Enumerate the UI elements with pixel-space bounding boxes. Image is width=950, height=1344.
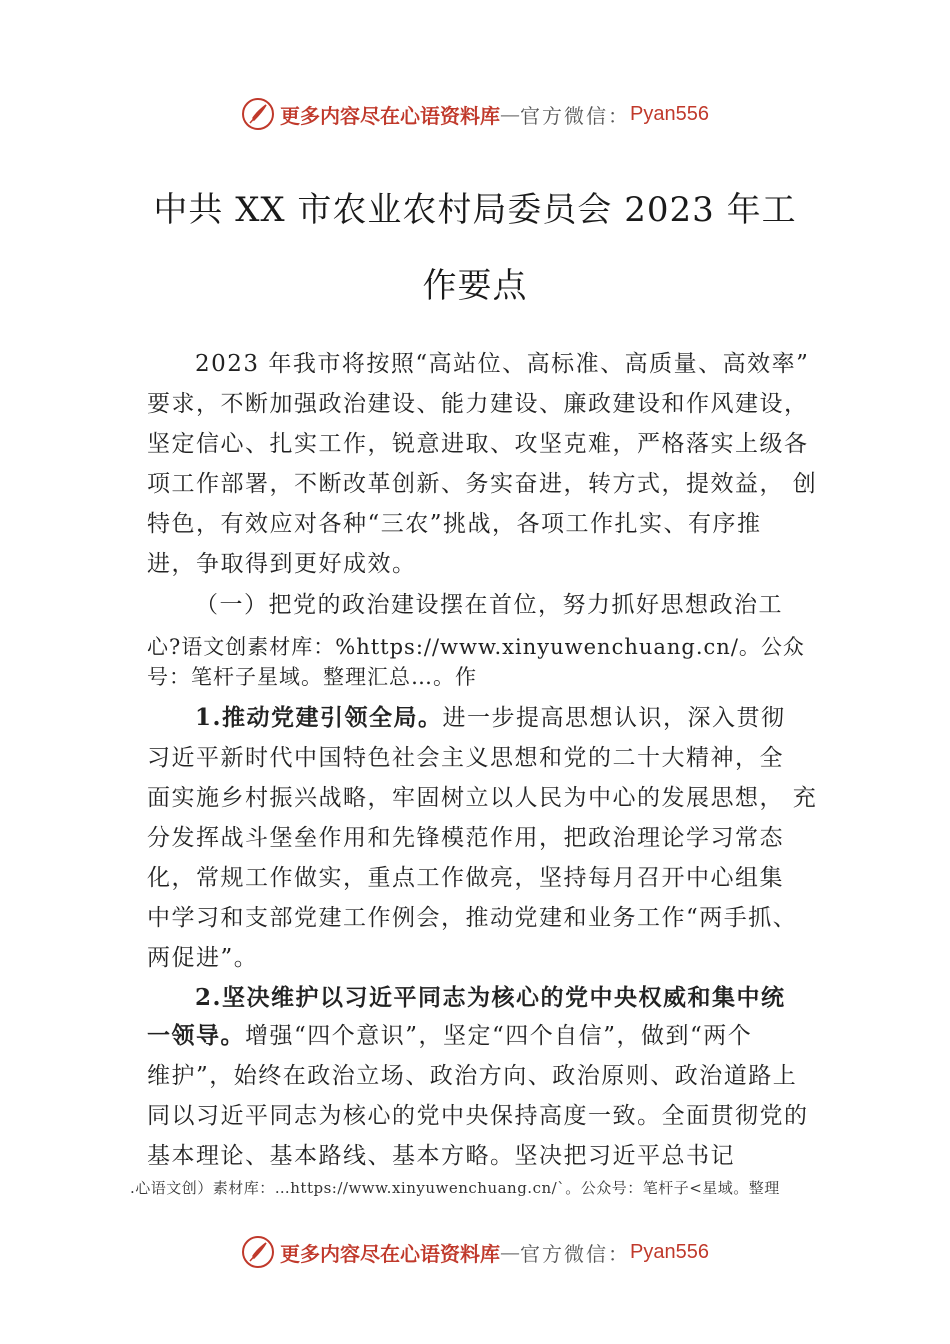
inline-source-note: 心?语文创素材库：%https://www.xinyuwenchuang.cn/。公众 [147, 635, 805, 659]
item-1-line: 分发挥战斗堡垒作用和先锋模范作用，把政治理论学习常态 [147, 825, 784, 851]
banner-brand: 更多内容尽在心语资料库 [280, 103, 500, 128]
banner-dash: — [500, 1240, 520, 1264]
item-2-label-end: 一领导。 [147, 1022, 245, 1049]
item-1-line: 中学习和支部党建工作例会，推动党建和业务工作“两手抓、 [147, 905, 798, 931]
quill-logo-icon [240, 1234, 276, 1270]
banner-brand: 更多内容尽在心语资料库 [280, 1241, 500, 1266]
item-1-line: 习近平新时代中国特色社会主义思想和党的二十大精神，全 [147, 745, 784, 771]
title-line-1: 中共 XX 市农业农村局委员会 2023 年工 [153, 190, 797, 230]
item-1-line: 两促进”。 [147, 945, 259, 971]
footer-source-note: .心语文创）素材库：…https://www.xinyuwenchuang.cn/`。公众号：笔杆子<星域。整理 [130, 1179, 780, 1197]
item-2-label-line: 2.坚决维护以习近平同志为核心的党中央权威和集中统 [195, 984, 786, 1011]
banner-handle: Pyan556 [630, 1240, 709, 1263]
inline-source-note: 号：笔杆子星域。整理汇总…。作 [147, 665, 477, 689]
item-1-first-line [195, 703, 786, 733]
item-2-line: 同以习近平同志为核心的党中央保持高度一致。全面贯彻党的 [147, 1103, 809, 1129]
banner-official: 官方微信： [520, 1241, 630, 1266]
footer-banner [240, 1232, 709, 1272]
item-2-line: 维护”，始终在政治立场、政治方向、政治原则、政治道路上 [147, 1063, 798, 1089]
intro-line: 项工作部署，不断改革创新、务实奋进，转方式，提效益， 创 [147, 471, 818, 497]
title-line-2: 作要点 [422, 266, 528, 306]
intro-line: 要求，不断加强政治建设、能力建设、廉政建设和作风建设， [147, 391, 809, 417]
banner-dash: — [500, 102, 520, 126]
intro-line: 特色，有效应对各种“三农”挑战，各项工作扎实、有序推 [147, 511, 762, 537]
item-2-line: 基本理论、基本路线、基本方略。坚决把习近平总书记 [147, 1143, 735, 1169]
item-1-line: 面实施乡村振兴战略，牢固树立以人民为中心的发展思想， 充 [147, 785, 818, 811]
banner-official: 官方微信： [520, 103, 630, 128]
banner-handle: Pyan556 [630, 102, 709, 125]
intro-line: 坚定信心、扎实工作，锐意进取、攻坚克难，严格落实上级各 [147, 431, 809, 457]
quill-logo-icon [240, 96, 276, 132]
item-1-text: 进一步提高思想认识，深入贯彻 [442, 705, 786, 731]
item-2-second-line [147, 1021, 752, 1051]
item-1-line: 化，常规工作做实，重点工作做亮，坚持每月召开中心组集 [147, 865, 784, 891]
item-2-text: 增强“四个意识”，坚定“四个自信”，做到“两个 [245, 1023, 753, 1049]
section-heading: （一）把党的政治建设摆在首位，努力抓好思想政治工 [195, 592, 783, 618]
intro-line: 进，争取得到更好成效。 [147, 551, 417, 577]
item-1-label: 1.推动党建引领全局。 [195, 704, 443, 731]
document-title [120, 186, 830, 310]
header-banner [240, 94, 709, 134]
intro-line: 2023 年我市将按照“高站位、高标准、高质量、高效率” [195, 351, 810, 377]
